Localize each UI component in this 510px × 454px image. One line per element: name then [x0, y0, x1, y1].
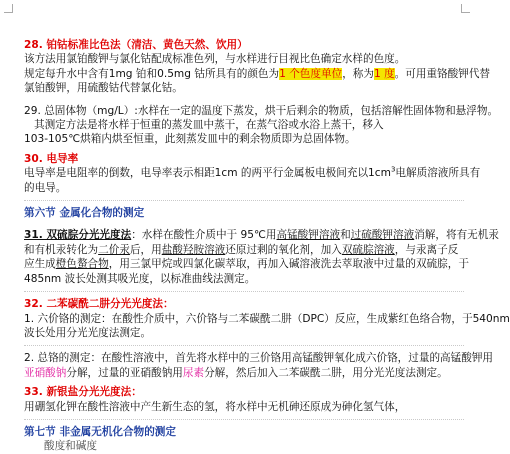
section-32-line-1: 1. 六价铬的测定：在酸性介质中，六价铬与二苯碳酰二肼（DPC）反应，生成紫红色络合物，于540nm: [24, 312, 510, 325]
section-29-line-2: 其测定方法是将水样于恒重的蒸发皿中蒸干，在蒸气浴或水浴上蒸干，移入: [34, 119, 384, 132]
section-divider-3: [24, 344, 464, 346]
section-divider: [24, 199, 464, 201]
section-divider-2: [24, 290, 464, 292]
section-30-line-1: 电导率是电阻率的倒数，电导率表示相距1cm 的两平行金属板电极间充以$1cm^3$电解质溶液所具有: [24, 165, 481, 180]
cut-off-subheading: 酸度和碱度: [44, 440, 97, 453]
page-corner-mark-right: [461, 4, 470, 13]
section-33-heading: 33. 新银盐分光光度法：: [24, 386, 142, 399]
section-32-total-line-1: 2. 总铬的测定：在酸性溶液中，首先将水样中的三价铬用高锰酸钾氧化成六价铬，过量的高锰酸钾用: [24, 352, 494, 365]
section-31-line-2: 和有机汞转化为二价汞后，用盐酸羟胺溶液还原过剩的氧化剂，加入双硫腙溶液，与汞离子反: [24, 243, 459, 256]
section-31-line-4: 485nm 波长处测其吸光度，以标准曲线法测定。: [24, 272, 256, 285]
section-33-line-1: 用硼氢化钾在酸性溶液中产生新生态的氢，将水样中无机砷还原成为砷化氢气体，: [24, 400, 406, 413]
section-28-heading: 28. 铂钴标准比色法（清洁、黄色天然、饮用）: [24, 39, 248, 51]
section-31-line-1: 31. 双硫腙分光光度法：水样在酸性介质中于 95℃用高锰酸钾溶液和过硫酸钾溶液消解，将有无机汞: [24, 229, 499, 242]
page-corner-mark-left: [4, 4, 13, 13]
section-29-line-3: 103-105℃烘箱内烘至恒重，此刻蒸发皿中的剩余物质即为总固体物。: [24, 133, 356, 146]
section-28-line-3: 氯铂酸钾，用硫酸钴代替氯化钴。: [24, 82, 183, 95]
highlight-degree: 1 度: [373, 67, 395, 80]
chapter-heading-6: 第六节 金属化合物的测定: [24, 207, 145, 220]
section-30-heading: 30. 电导率: [24, 152, 79, 165]
section-29-line-1: 29. 总固体物（mg/L）:水样在一定的温度下蒸发，烘干后剩余的物质，包括溶解性固体物和悬浮物。: [24, 104, 499, 117]
section-32-total-line-2: 亚硝酸钠分解，过量的亚硝酸钠用尿素分解，然后加入二苯碳酰二肼，用分光光度法测定。: [24, 366, 448, 379]
document-body: [24, 38, 510, 454]
section-31-line-3: 应生成橙色螯合物，用三氯甲烷或四氯化碳萃取，再加入碱溶液洗去萃取液中过量的双硫腙，于: [24, 258, 469, 271]
section-32-line-2: 波长处用分光光度法测定。: [24, 326, 152, 339]
chapter-heading-7: 第七节 非金属无机化合物的测定: [24, 425, 176, 438]
section-divider-4: [24, 418, 464, 420]
section-32-heading: 32. 二苯碳酰二肼分光光度法：: [24, 298, 174, 311]
section-28-line-2: 规定每升水中含有1mg 铂和0.5mg 钴所具有的颜色为1 个色度单位，称为1 度。可用重铬酸钾代替: [24, 67, 491, 80]
section-28-line-1: 该方法用氯铂酸钾与氯化钴配成标准色列，与水样进行目视比色确定水样的色度。: [24, 53, 406, 66]
highlight-color-unit: 1 个色度单位: [279, 67, 343, 80]
section-30-line-2: 的电导。: [24, 181, 67, 194]
